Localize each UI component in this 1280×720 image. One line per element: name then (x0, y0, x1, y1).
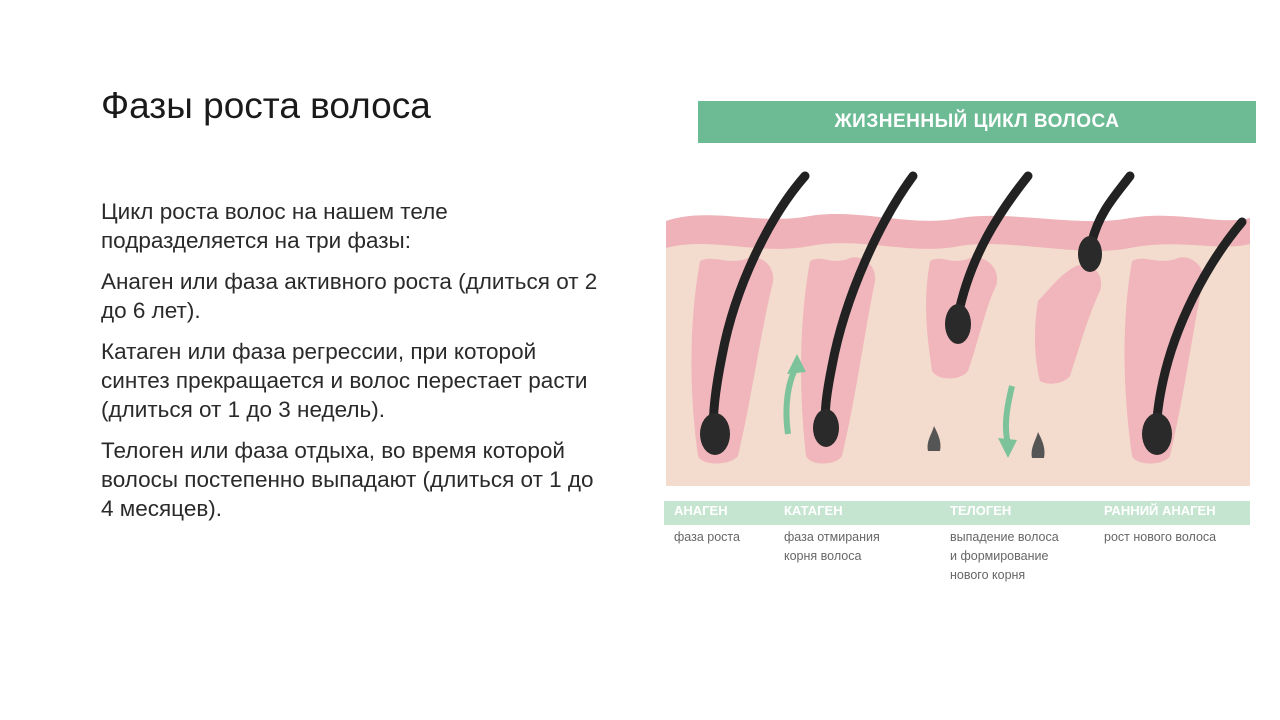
phase-desc-early-anagen: рост нового волоса (1104, 530, 1217, 544)
hair-bulb-catagen (813, 409, 839, 447)
telogen-paragraph: Телоген или фаза отдыха, во время которой волосы постепенно выпадают (длиться от 1 до 4 месяцев). (101, 438, 594, 521)
hair-bulb-anagen (700, 413, 730, 455)
figure-banner-title: ЖИЗНЕННЫЙ ЦИКЛ ВОЛОСА (834, 111, 1120, 132)
phase-name-anagen: АНАГЕН (674, 503, 728, 518)
hair-bulb-telogen (945, 304, 971, 344)
phase-desc-anagen: фаза роста (674, 530, 740, 544)
hair-bulb-early-anagen (1142, 413, 1172, 455)
slide-title: Фазы роста волоса (101, 85, 431, 126)
hair-cycle-figure (660, 96, 1260, 596)
anagen-paragraph: Анаген или фаза активного роста (длиться от 2 до 6 лет). (101, 269, 598, 323)
phase-name-telogen: ТЕЛОГЕН (950, 503, 1012, 518)
intro-paragraph: Цикл роста волос на нашем теле подразделяется на три фазы: (101, 199, 448, 253)
hair-cycle-illustration (660, 166, 1260, 496)
catagen-paragraph: Катаген или фаза регрессии, при которой синтез прекращается и волос перестает расти (длиться от 1 до 3 недель). (101, 339, 588, 422)
phase-desc-telogen: выпадение волоса и формирование нового корня (950, 530, 1059, 582)
body-text (101, 197, 601, 535)
hair-bulb-shedding (1078, 236, 1102, 272)
phase-name-early-anagen: РАННИЙ АНАГЕН (1104, 503, 1216, 518)
figure-banner (698, 101, 1256, 143)
phase-desc-catagen: фаза отмирания корня волоса (784, 530, 880, 563)
phase-name-catagen: КАТАГЕН (784, 503, 843, 518)
